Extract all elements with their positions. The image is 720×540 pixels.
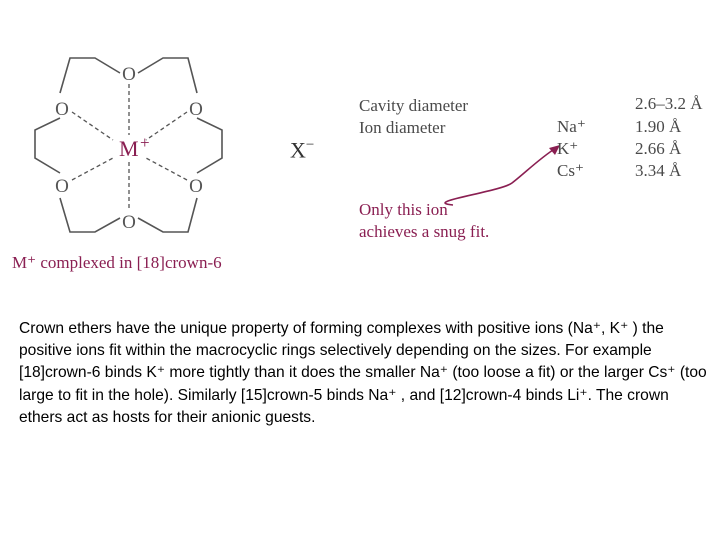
anion-symbol: X [290, 137, 306, 163]
ion-diameter: 1.90 Å [635, 117, 682, 136]
cation-charge: + [140, 133, 150, 152]
note-line: Only this ion [359, 200, 448, 219]
curved-arrow [445, 148, 556, 205]
explanation-text [19, 318, 709, 429]
oxygen-atom: O [55, 176, 69, 197]
ion-diameter-label: Ion diameter [359, 118, 446, 137]
figure-caption: M⁺ complexed in [18]crown-6 [12, 253, 222, 272]
snug-fit-note [359, 199, 489, 243]
explanation-paragraph: Crown ethers have the unique property of forming complexes with positive ions (Na⁺, K⁺ ) the positive ions fit within the macrocyclic rings selectively depending on the sizes. For example [18]crown-6 binds K⁺ more tightly than it does the smaller Na⁺ (too loose a fit) or the larger Cs⁺ (too large to fit in the hole). Similarly [15]crown-5 binds Na⁺ , and [12]crown-4 binds Li⁺. The crown ethers act as hosts for their anionic guests. [19, 320, 707, 426]
oxygen-atom: O [122, 64, 136, 85]
ion-symbol: Na⁺ [557, 117, 586, 136]
oxygen-atom: O [122, 212, 136, 233]
ion-symbol: Cs⁺ [557, 161, 584, 180]
note-line: achieves a snug fit. [359, 222, 490, 241]
ion-diameter: 2.66 Å [635, 139, 682, 158]
ion-diameter: 3.34 Å [635, 161, 682, 180]
ion-symbol: K⁺ [557, 139, 579, 158]
oxygen-atom: O [189, 176, 203, 197]
anion-label [290, 137, 314, 163]
oxygen-atom: O [55, 99, 69, 120]
oxygen-atom: O [189, 99, 203, 120]
cavity-diameter-value: 2.6–3.2 Å [635, 94, 703, 113]
cavity-diameter-label: Cavity diameter [359, 96, 469, 115]
anion-charge: − [305, 137, 315, 153]
cation-symbol: M [119, 136, 139, 161]
